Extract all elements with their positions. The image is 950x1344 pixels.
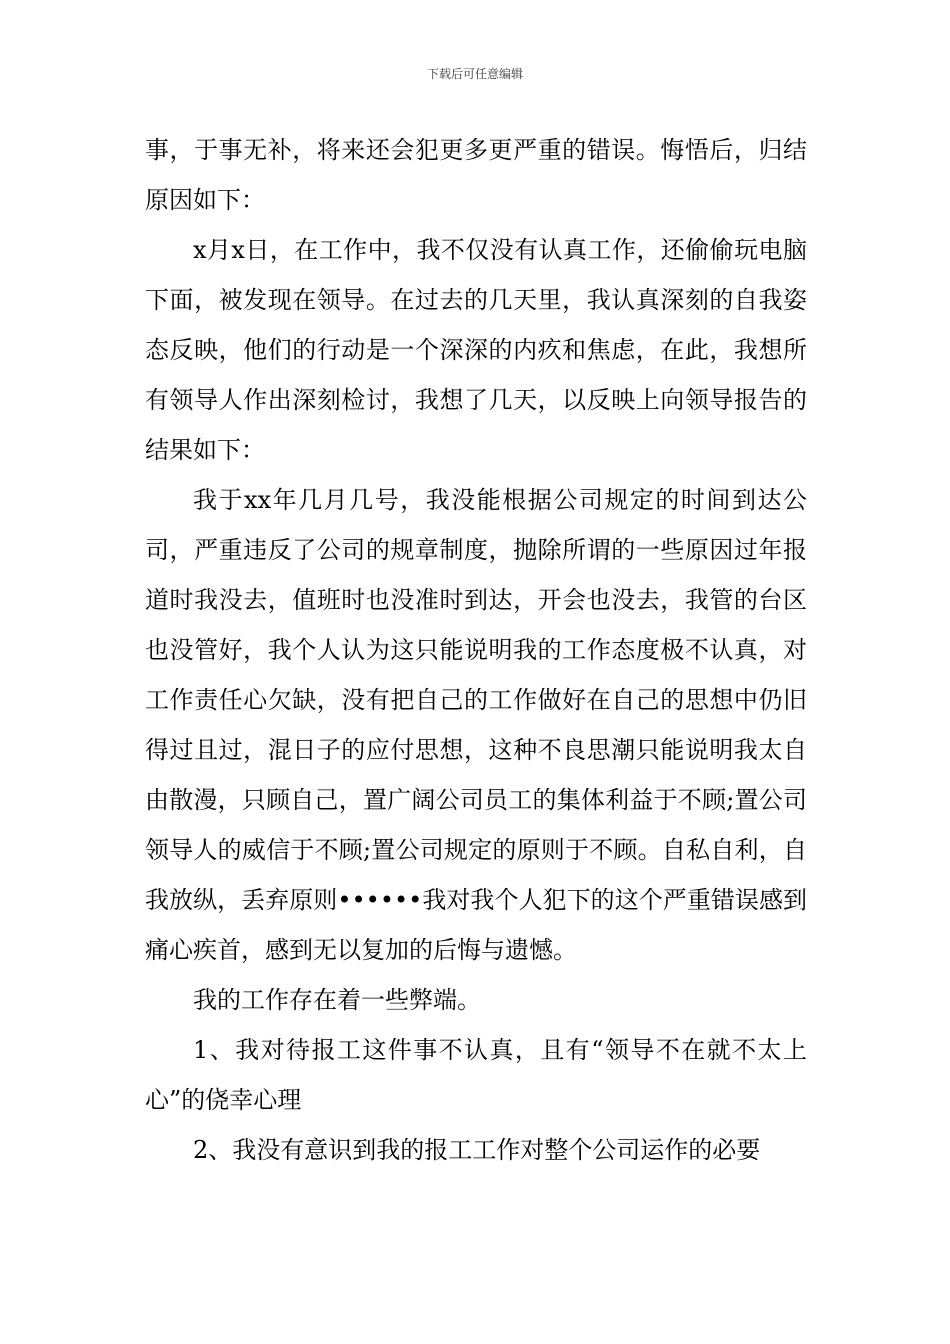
paragraph-3: 我于xx年几月几号，我没能根据公司规定的时间到达公司，严重违反了公司的规章制度，抛除所谓的一些原因过年报道时我没去，值班时也没准时到达，开会也没去，我管的台区也没管好，我个人认为这只能说明我的工作态度极不认真，对工作责任心欠缺，没有把自己的工作做好在自己的思想中仍旧得过且过，混日子的应付思想，这种不良思潮只能说明我太自由散漫，只顾自己，置广阔公司员工的集体利益于不顾;置公司领导人的威信于不顾;置公司规定的原则于不顾。自私自利，自我放纵，丢弃原则••••••我对我个人犯下的这个严重错误感到痛心疾首，感到无以复加的后悔与遗憾。: [145, 486, 807, 964]
page-header: 下载后可任意编辑: [426, 67, 523, 81]
paragraph-2: x月x日，在工作中，我不仅没有认真工作，还偷偷玩电脑下面，被发现在领导。在过去的几天里，我认真深刻的自我姿态反映，他们的行动是一个深深的内疚和焦虑，在此，我想所有领导人作出深刻检讨，我想了几天，以反映上向领导报告的结果如下：: [145, 236, 807, 464]
paragraph-4: 我的工作存在着一些弊端。: [193, 986, 481, 1014]
paragraph-6: 2、我没有意识到我的报工工作对整个公司运作的必要: [193, 1136, 761, 1164]
paragraph-1: 事，于事无补，将来还会犯更多更严重的错误。悔悟后，归结原因如下：: [145, 136, 807, 214]
document-body: [145, 125, 807, 1175]
paragraph-5: 1、我对待报工这件事不认真，且有“领导不在就不太上心”的侥幸心理: [145, 1036, 807, 1114]
